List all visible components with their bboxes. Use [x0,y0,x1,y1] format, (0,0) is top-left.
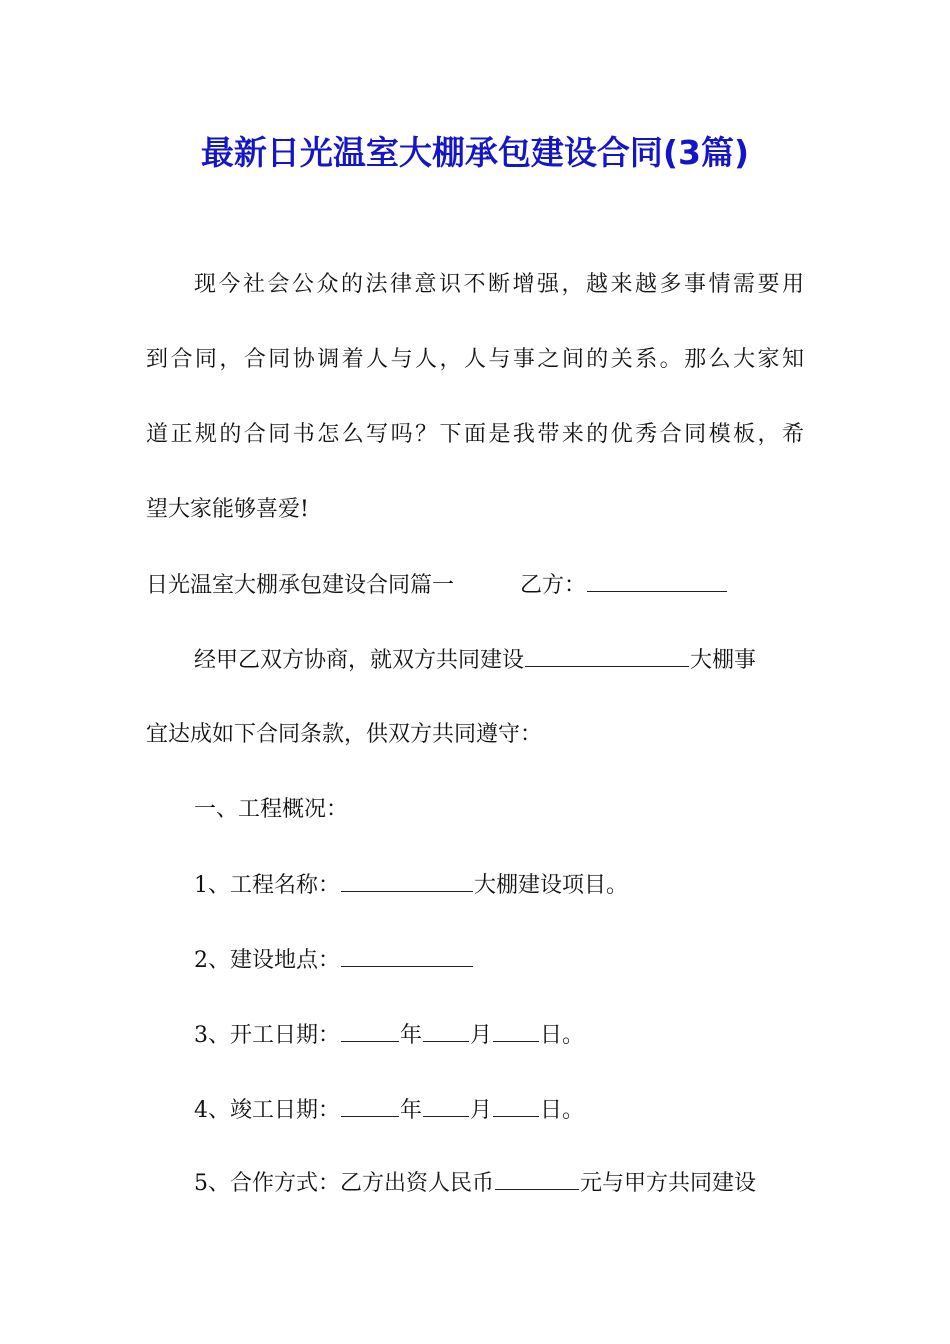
intro-line-1: 现今社会公众的法律意识不断增强，越来越多事情需要用 [194,272,804,297]
project-name-suffix: 大棚建设项目。 [474,873,629,898]
greenhouse-name-blank [525,640,689,667]
agreement-text-after: 大棚事 [690,648,757,673]
completion-date-label: 4、竣工日期： [194,1098,340,1123]
agreement-line [194,640,756,680]
overview-item-5 [194,1163,756,1203]
project-name-label: 1、工程名称： [194,873,340,898]
start-day-blank [493,1015,539,1042]
investment-amount-blank [495,1163,579,1190]
overview-heading: 一、工程概况： [194,797,349,822]
agreement-text-before: 经甲乙双方协商，就双方共同建设 [194,648,525,673]
overview-item-3 [194,1015,584,1055]
start-day-unit: 日。 [540,1023,585,1048]
overview-item-4 [194,1090,584,1130]
overview-item-1 [194,865,628,905]
location-blank [341,940,473,967]
completion-month-blank [423,1090,469,1117]
party-b-blank [587,565,727,592]
completion-month-unit: 月 [470,1098,493,1123]
cooperation-label: 5、合作方式：乙方出资人民币 [194,1171,494,1196]
project-name-blank [341,865,473,892]
completion-day-unit: 日。 [540,1098,585,1123]
agreement-continuation: 宜达成如下合同条款，供双方共同遵守： [146,722,543,747]
intro-line-2: 到合同，合同协调着人与人，人与事之间的关系。那么大家知 [146,347,804,372]
cooperation-suffix: 元与甲方共同建设 [580,1171,757,1196]
intro-line-4: 望大家能够喜爱! [146,497,309,522]
completion-day-blank [493,1090,539,1117]
section-one-heading: 日光温室大棚承包建设合同篇一 [146,573,455,598]
location-label: 2、建设地点： [194,948,340,973]
completion-year-unit: 年 [400,1098,423,1123]
party-b-label: 乙方： [520,573,587,598]
start-year-unit: 年 [400,1023,423,1048]
completion-year-blank [341,1090,399,1117]
section-one-line [146,565,728,605]
document-title: 最新日光温室大棚承包建设合同(3篇) [200,133,750,172]
start-month-unit: 月 [470,1023,493,1048]
start-month-blank [423,1015,469,1042]
overview-item-2 [194,940,474,980]
start-date-label: 3、开工日期： [194,1023,340,1048]
start-year-blank [341,1015,399,1042]
intro-line-3: 道正规的合同书怎么写吗？下面是我带来的优秀合同模板，希 [146,422,804,447]
